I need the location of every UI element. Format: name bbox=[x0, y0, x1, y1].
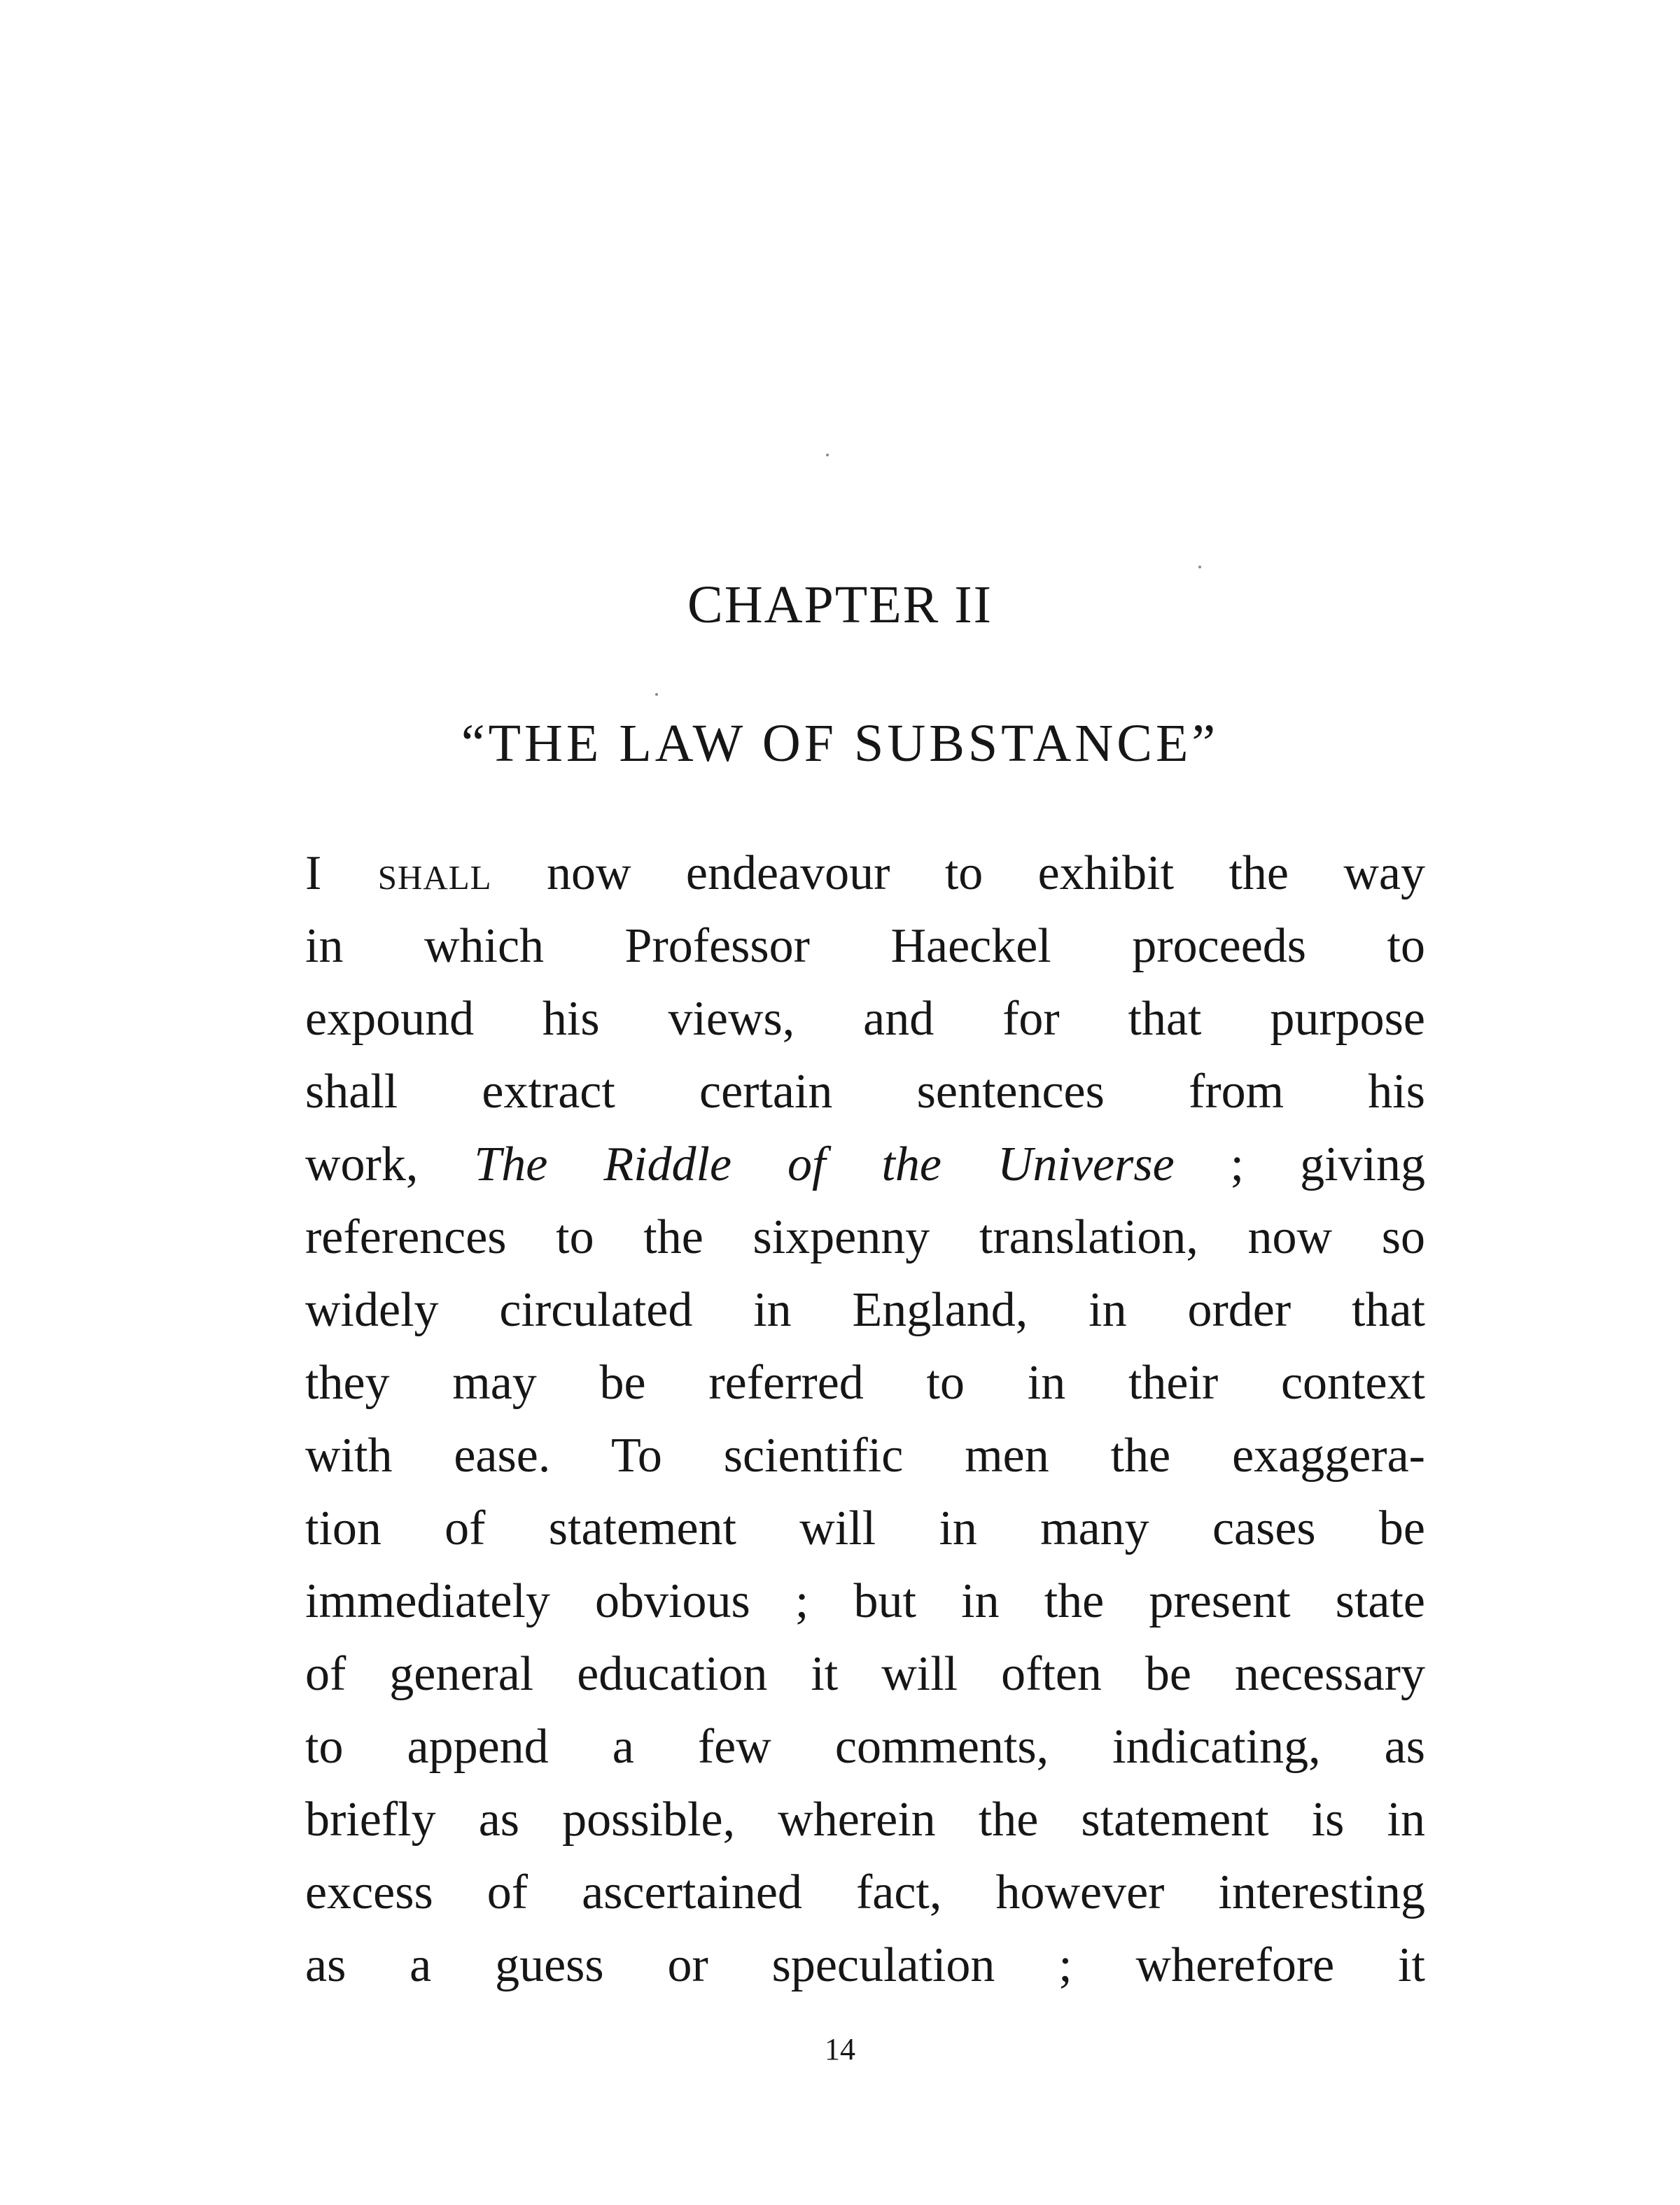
text-line: immediately obvious ; but in the present state bbox=[305, 1574, 1425, 1628]
text-line: tion of statement will in many cases be bbox=[305, 1502, 1425, 1555]
text-run: now endeavour to exhibit the way bbox=[491, 846, 1425, 900]
text-line bbox=[305, 1128, 1425, 1201]
text-line: of general education it will often be necessary bbox=[305, 1647, 1425, 1701]
text-line: widely circulated in England, in order that bbox=[305, 1283, 1425, 1337]
text-line: excess of ascertained fact, however interesting bbox=[305, 1865, 1425, 1919]
text-line: with ease. To scientific men the exaggera- bbox=[305, 1429, 1425, 1483]
body-paragraph bbox=[305, 837, 1425, 2002]
text-line: in which Professor Haeckel proceeds to bbox=[305, 919, 1425, 973]
text-run: work, bbox=[305, 1138, 475, 1191]
chapter-number: CHAPTER II bbox=[687, 575, 993, 634]
text-line: expound his views, and for that purpose bbox=[305, 992, 1425, 1046]
chapter-title: “THE LAW OF SUBSTANCE” bbox=[461, 714, 1219, 773]
opening-small-caps: I shall bbox=[305, 846, 492, 900]
text-line: briefly as possible, wherein the statement is in bbox=[305, 1793, 1425, 1847]
page-number: 14 bbox=[825, 2032, 855, 2066]
text-line: shall extract certain sentences from his bbox=[305, 1065, 1425, 1119]
text-line: they may be referred to in their context bbox=[305, 1356, 1425, 1410]
ink-speck bbox=[655, 693, 658, 696]
text-line: as a guess or speculation ; wherefore it bbox=[305, 1938, 1425, 1992]
ink-speck bbox=[1198, 566, 1201, 568]
text-line: to append a few comments, indicating, as bbox=[305, 1720, 1425, 1774]
text-run: ; giving bbox=[1174, 1138, 1425, 1191]
book-title-italic: The Riddle of the Universe bbox=[474, 1138, 1175, 1191]
ink-speck bbox=[826, 454, 829, 456]
text-line: references to the sixpenny translation, now so bbox=[305, 1210, 1425, 1264]
text-line bbox=[305, 837, 1425, 910]
